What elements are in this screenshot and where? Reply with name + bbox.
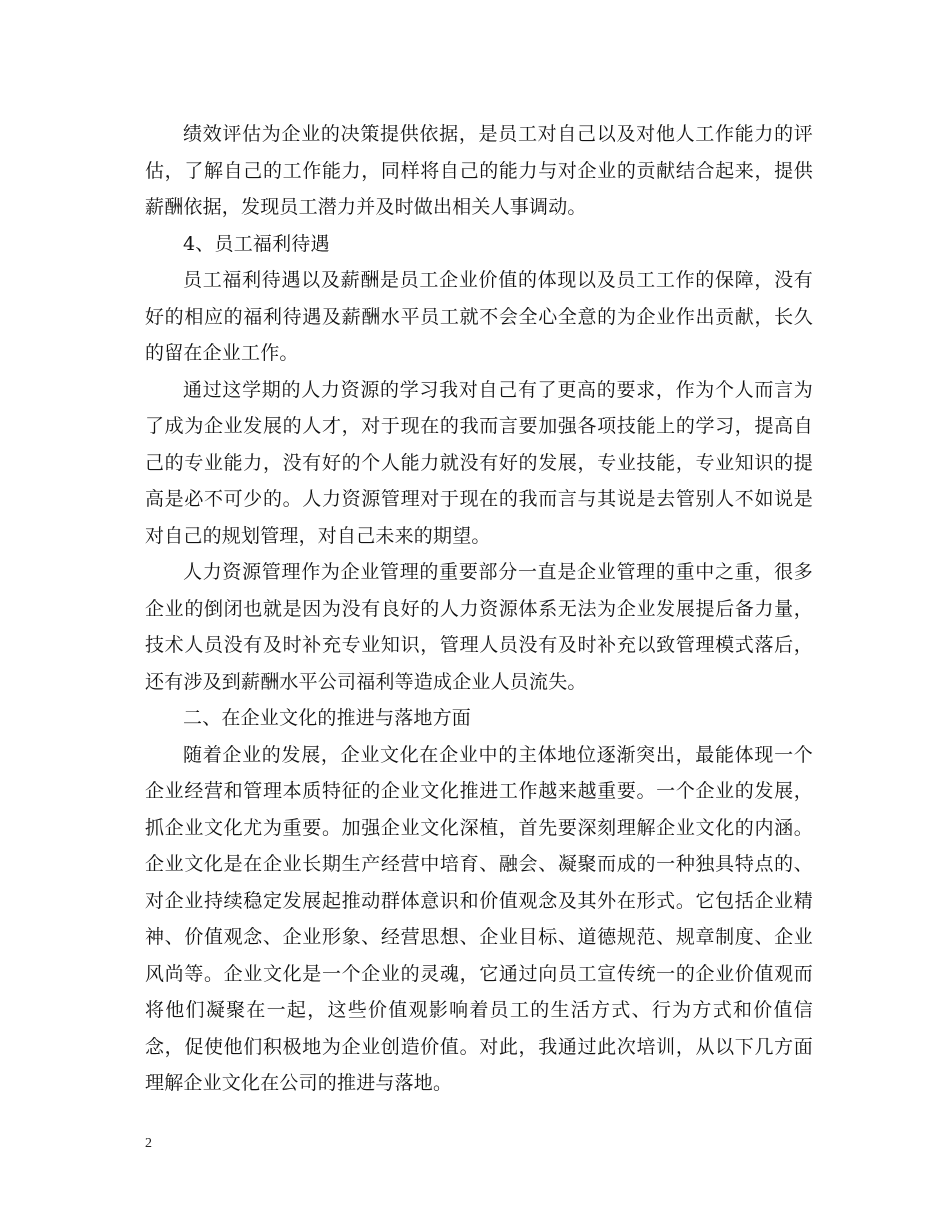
- paragraph-hr-management-importance: 人力资源管理作为企业管理的重要部分一直是企业管理的重中之重，很多企业的倒闭也就是因为没有良好的人力资源体系无法为企业发展提后备力量，技术人员没有及时补充专业知识，管理人员没有及时补充以致管理模式落后，还有涉及到薪酬水平公司福利等造成企业人员流失。: [145, 561, 813, 693]
- paragraph-benefits-salary: 员工福利待遇以及薪酬是员工企业价值的体现以及员工工作的保障，没有好的相应的福利待遇及薪酬水平员工就不会全心全意的为企业作出贡献，长久的留在企业工作。: [145, 269, 813, 364]
- heading-employee-benefits: 4、员工福利待遇: [183, 232, 330, 255]
- paragraph-corporate-culture: 随着企业的发展，企业文化在企业中的主体地位逐渐突出，最能体现一个企业经营和管理本质特征的企业文化推进工作越来越重要。一个企业的发展，抓企业文化尤为重要。加强企业文化深植，首先要深刻理解企业文化的内涵。企业文化是在企业长期生产经营中培育、融会、凝聚而成的一种独具特点的、对企业持续稳定发展起推动群体意识和价值观念及其外在形式。它包括企业精神、价值观念、企业形象、经营思想、企业目标、道德规范、规章制度、企业风尚等。企业文化是一个企业的灵魂，它通过向员工宣传统一的企业价值观而将他们凝聚在一起，这些价值观影响着员工的生活方式、行为方式和价值信念，促使他们积极地为企业创造价值。对此，我通过此次培训，从以下几方面理解企业文化在公司的推进与落地。: [145, 743, 813, 1094]
- document-body: [145, 116, 813, 1102]
- page-number: 2: [145, 1136, 152, 1151]
- paragraph-personal-learning: 通过这学期的人力资源的学习我对自己有了更高的要求，作为个人而言为了成为企业发展的人才，对于现在的我而言要加强各项技能上的学习，提高自己的专业能力，没有好的个人能力就没有好的发展，专业技能，专业知识的提高是必不可少的。人力资源管理对于现在的我而言与其说是去管别人不如说是对自己的规划管理，对自己未来的期望。: [145, 378, 813, 547]
- paragraph-performance-evaluation: 绩效评估为企业的决策提供依据，是员工对自己以及对他人工作能力的评估，了解自己的工作能力，同样将自己的能力与对企业的贡献结合起来，提供薪酬依据，发现员工潜力并及时做出相关人事调动。: [145, 123, 813, 218]
- heading-corporate-culture: 二、在企业文化的推进与落地方面: [183, 707, 472, 729]
